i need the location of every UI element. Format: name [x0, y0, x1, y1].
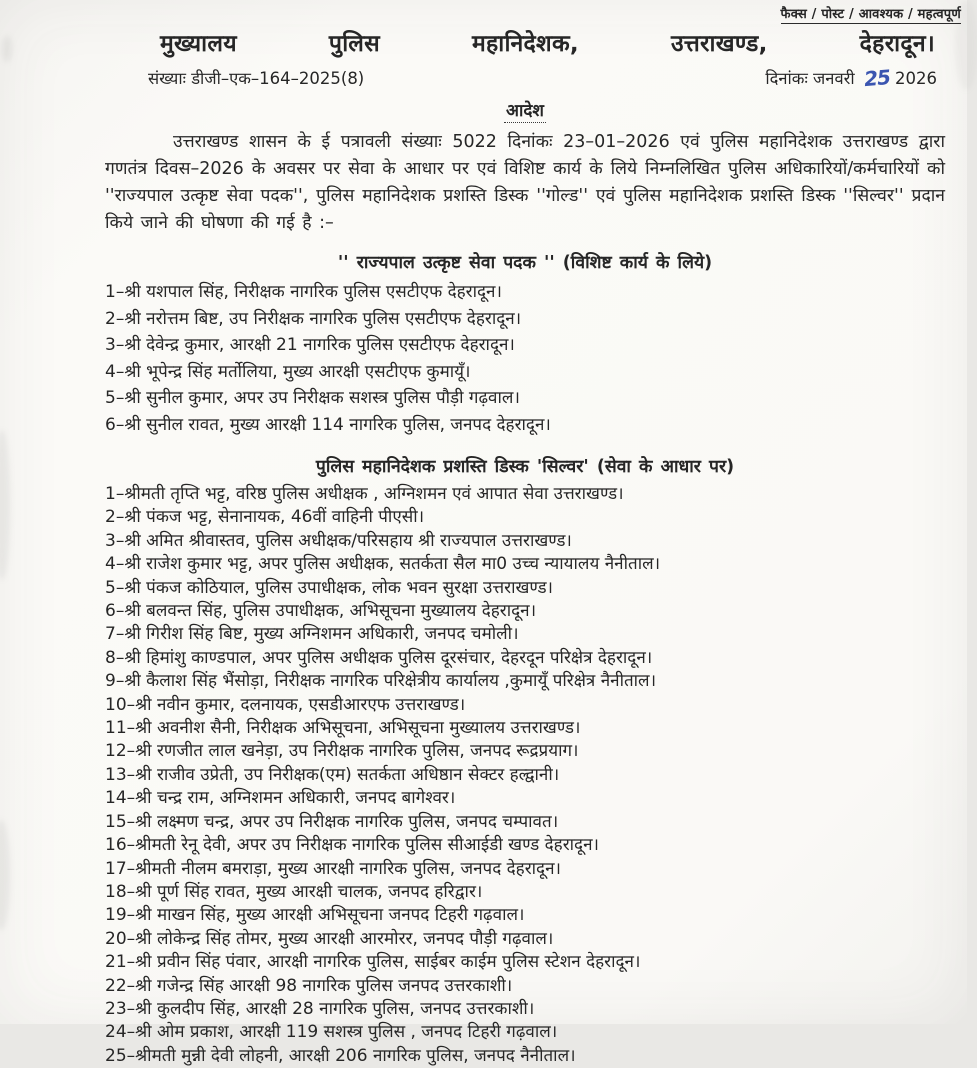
- list-item: 25–श्रीमती मुन्नी देवी लोहनी, आरक्षी 206 नागरिक पुलिस, जनपद नैनीताल।: [105, 1045, 576, 1066]
- list-item: 20–श्री लोकेन्द्र सिंह तोमर, मुख्य आरक्षी आरमोरर, जनपद पौड़ी गढ़वाल।: [105, 928, 554, 949]
- list-item: 13–श्री राजीव उप्रेती, उप निरीक्षक(एम) सतर्कता अधिष्ठान सेक्टर हल्द्वानी।: [105, 764, 560, 785]
- letterhead-word: पुलिस: [328, 31, 380, 57]
- reference-row: [105, 64, 945, 92]
- list-item: 5–श्री सुनील कुमार, अपर उप निरीक्षक सशस्त्र पुलिस पौड़ी गढ़वाल।: [105, 388, 520, 408]
- date-line: [765, 64, 937, 92]
- list-item: 12–श्री रणजीत लाल खनेड़ा, उप निरीक्षक नागरिक पुलिस, जनपद रूद्रप्रयाग।: [105, 741, 579, 762]
- list-item: 10–श्री नवीन कुमार, दलनायक, एसडीआरएफ उत्तराखण्ड।: [105, 694, 466, 715]
- classification-label: फैक्स / पोस्ट / आवश्यक / महत्वपूर्ण: [781, 4, 961, 24]
- list-item: 1–श्री यशपाल सिंह, निरीक्षक नागरिक पुलिस एसटीएफ देहरादून।: [105, 282, 502, 302]
- list-item: 6–श्री सुनील रावत, मुख्य आरक्षी 114 नागरिक पुलिस, जनपद देहरादून।: [105, 414, 551, 435]
- list-item: 6–श्री बलवन्त सिंह, पुलिस उपाधीक्षक, अभिसूचना मुख्यालय देहरादून।: [105, 601, 537, 622]
- date-year: 2026: [895, 69, 937, 88]
- letterhead-word: महानिदेशक,: [471, 31, 579, 57]
- letterhead-word: मुख्यालय: [160, 31, 237, 57]
- intro-paragraph: उत्तराखण्ड शासन के ई पत्रावली संख्याः 5022 दिनांकः 23–01–2026 एवं पुलिस महानिदेशक उत्तराखण्ड द्वारा गणतंत्र दिवस–2026 के अवसर पर सेवा के आधार पर एवं विशिष्ट कार्य के लिये निम्नलिखित पुलिस अधिकारियों/कर्मचारियों को ''राज्यपाल उत्कृष्ट सेवा पदक'', पुलिस महानिदेशक प्रशस्ति डिस्क ''गोल्ड'' एवं पुलिस महानिदेशक प्रशस्ति डिस्क ''सिल्वर'' प्रदान किये जाने की घोषणा की गई है :–: [105, 132, 945, 233]
- list-item: 11–श्री अवनीश सैनी, निरीक्षक अभिसूचना, अभिसूचना मुख्यालय उत्तराखण्ड।: [105, 718, 581, 739]
- order-heading: आदेश: [506, 101, 544, 121]
- reference-number: संख्याः डीजी–एक–164–2025(8): [148, 69, 365, 88]
- list-item: 22–श्री गजेन्द्र सिंह आरक्षी 98 नागरिक पुलिस जनपद उत्तरकाशी।: [105, 975, 513, 996]
- list-item: 16–श्रीमती रेनू देवी, अपर उप निरीक्षक नागरिक पुलिस सीआईडी खण्ड देहरादून।: [105, 835, 599, 856]
- list-item: 1–श्रीमती तृप्ति भट्ट, वरिष्ठ पुलिस अधीक्षक , अग्निशमन एवं आपात सेवा उत्तराखण्ड।: [105, 484, 624, 504]
- list-item: 24–श्री ओम प्रकाश, आरक्षी 119 सशस्त्र पुलिस , जनपद टिहरी गढ़वाल।: [105, 1022, 558, 1043]
- section-heading-governor-medal: '' राज्यपाल उत्कृष्ट सेवा पदक '' (विशिष्ट कार्य के लिये): [337, 253, 713, 273]
- list-item: 21–श्री प्रवीन सिंह पंवार, आरक्षी नागरिक पुलिस, साईबर काईम पुलिस स्टेशन देहरादून।: [105, 952, 641, 973]
- letterhead-title: [160, 26, 935, 58]
- list-item: 4–श्री राजेश कुमार भट्ट, अपर पुलिस अधीक्षक, सतर्कता सैल मा0 उच्च न्यायालय नैनीताल।: [105, 554, 661, 575]
- list-item: 19–श्री माखन सिंह, मुख्य आरक्षी अभिसूचना जनपद टिहरी गढ़वाल।: [105, 905, 525, 926]
- awards-list-governor-medal: [105, 279, 945, 438]
- date-label: दिनांकः जनवरी: [765, 69, 855, 88]
- list-item: 3–श्री देवेन्द्र कुमार, आरक्षी 21 नागरिक पुलिस एसटीएफ देहरादून।: [105, 335, 515, 355]
- list-item: 3–श्री अमित श्रीवास्तव, पुलिस अधीक्षक/परिसहाय श्री राज्यपाल उत्तराखण्ड।: [105, 530, 572, 551]
- list-item: 7–श्री गिरीश सिंह बिष्ट, मुख्य अग्निशमन अधिकारी, जनपद चमोली।: [105, 624, 519, 645]
- list-item: 8–श्री हिमांशु काण्डपाल, अपर पुलिस अधीक्षक पुलिस दूरसंचार, देहरदून परिक्षेत्र देहरादून।: [105, 647, 653, 668]
- letterhead-word: उत्तराखण्ड,: [670, 31, 768, 57]
- list-item: 2–श्री नरोत्तम बिष्ट, उप निरीक्षक नागरिक पुलिस एसटीएफ देहरादून।: [105, 308, 522, 329]
- awards-list-silver-disc: [105, 483, 945, 1068]
- list-item: 23–श्री कुलदीप सिंह, आरक्षी 28 नागरिक पुलिस, जनपद उत्तरकाशी।: [105, 998, 535, 1019]
- section-heading-silver-disc: पुलिस महानिदेशक प्रशस्ति डिस्क 'सिल्वर' (सेवा के आधार पर): [315, 457, 735, 477]
- scan-artifact: [2, 36, 12, 62]
- list-item: 4–श्री भूपेन्द्र सिंह मर्तोलिया, मुख्य आरक्षी एसटीएफ कुमायूँ।: [105, 361, 471, 382]
- list-item: 17–श्रीमती नीलम बमराड़ा, मुख्य आरक्षी नागरिक पुलिस, जनपद देहरादून।: [105, 858, 561, 879]
- list-item: 2–श्री पंकज भट्ट, सेनानायक, 46वीं वाहिनी पीएसी।: [105, 507, 425, 528]
- list-item: 18–श्री पूर्ण सिंह रावत, मुख्य आरक्षी चालक, जनपद हरिद्वार।: [105, 881, 483, 902]
- list-item: 14–श्री चन्द्र राम, अग्निशमन अधिकारी, जनपद बागेश्वर।: [105, 788, 456, 809]
- handwritten-date-day: 25: [862, 64, 891, 92]
- list-item: 9–श्री कैलाश सिंह भैंसोड़ा, निरीक्षक नागरिक परिक्षेत्रीय कार्यालय ,कुमायूँ परिक्षेत्र नैनीताल।: [105, 671, 657, 692]
- list-item: 5–श्री पंकज कोठियाल, पुलिस उपाधीक्षक, लोक भवन सुरक्षा उत्तराखण्ड।: [105, 577, 553, 598]
- letterhead-word: देहरादून।: [859, 31, 935, 57]
- list-item: 15–श्री लक्ष्मण चन्द्र, अपर उप निरीक्षक नागरिक पुलिस, जनपद चम्पावत।: [105, 811, 559, 832]
